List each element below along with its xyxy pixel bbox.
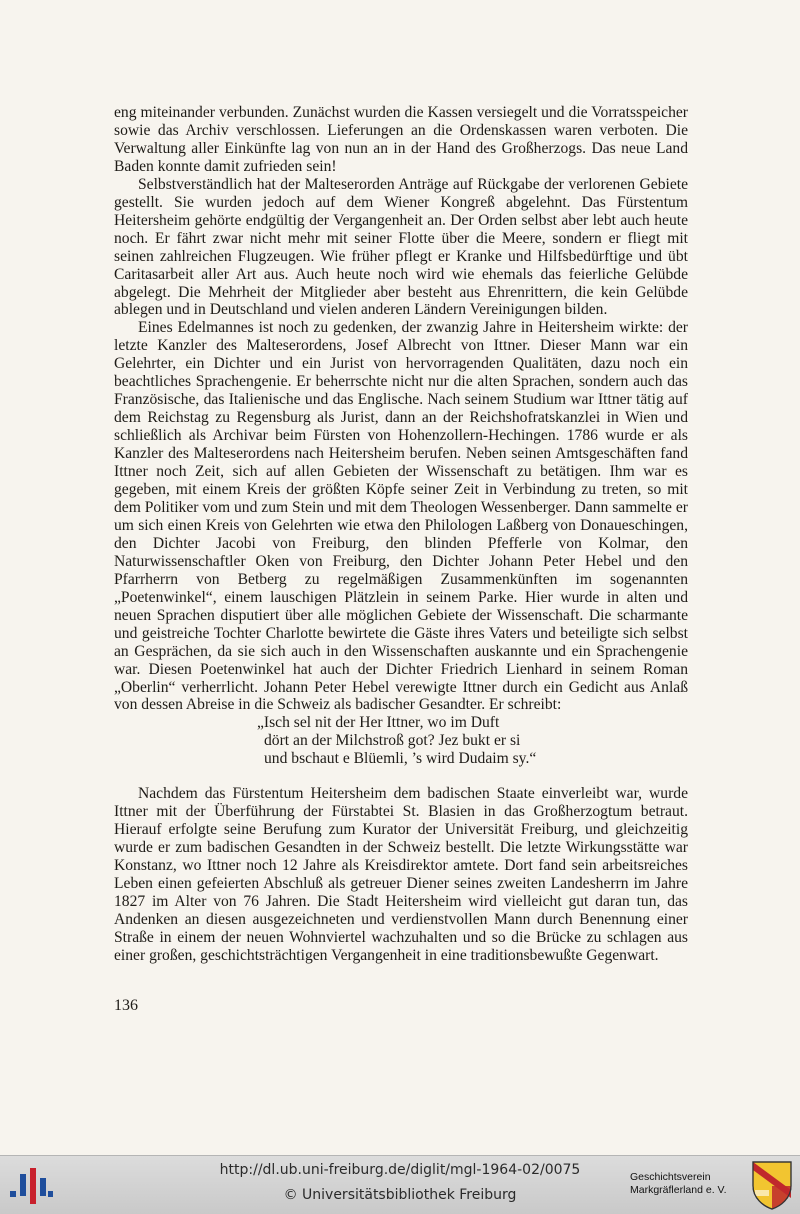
copyright-text: © Universitätsbibliothek Freiburg — [283, 1187, 517, 1203]
poem-line: dört an der Milchstroß got? Jez bukt er si — [264, 732, 521, 750]
coat-of-arms-icon[interactable] — [751, 1160, 793, 1210]
permalink-url[interactable]: http://dl.ub.uni-freiburg.de/diglit/mgl-1964-02/0075 — [219, 1162, 581, 1178]
society-line: Markgräflerland e. V. — [630, 1184, 727, 1196]
page-number: 136 — [114, 997, 138, 1014]
poem-line: und bschaut e Blüemli, ’s wird Dudaim sy.“ — [264, 750, 537, 768]
paragraph: eng miteinander verbunden. Zunächst wurden die Kassen versiegelt und die Vorratsspeicher sowie das Archiv verschlossen. Lieferungen an die Ordenskassen waren verboten. Die Verwaltung aller Einkünfte lag von nun an in der Hand des Großherzogs. Das neue Land Baden konnte damit zufrieden sein! — [114, 104, 688, 175]
society-line: Geschichtsverein — [630, 1171, 711, 1183]
poem-quote — [257, 714, 688, 768]
body-text — [114, 104, 688, 965]
society-name[interactable] — [630, 1171, 745, 1197]
poem-line: „Isch sel nit der Her Ittner, wo im Duft — [257, 714, 500, 732]
paragraph: Nachdem das Fürstentum Heitersheim dem badischen Staate einverleibt war, wurde Ittner mit der Überführung der Fürstabtei St. Blasien in das Großherzogtum betraut. Hierauf erfolgte seine Berufung zum Kurator der Universität Freiburg, und gleichzeitig wurde er zum badischen Gesandten in der Schweiz bestellt. Die letzte Wirkungsstätte war Konstanz, wo Ittner noch 12 Jahre als Kreisdirektor amtete. Dort fand sein arbeitsreiches Leben einen gefeierten Abschluß als getreuer Diener seines zweiten Landesherrn im Jahre 1827 im Alter von 76 Jahren. Die Stadt Heitersheim wird vielleicht gut daran tun, das Andenken an diesen ausgezeichneten und verdienstvollen Mann durch Benennung einer Straße in einem der neuen Wohnviertel wachzuhalten und so die Brücke zu schlagen aus einer großen, geschichtsträchtigen Vergangenheit in eine traditionsbewußte Gegenwart. — [114, 785, 688, 964]
viewer-footer — [0, 1155, 800, 1214]
paragraph: Eines Edelmannes ist noch zu gedenken, der zwanzig Jahre in Heitersheim wirkte: der letzte Kanzler des Malteserordens, Josef Albrecht von Ittner. Dieser Mann war ein Gelehrter, ein Dichter und ein Jurist von hervorragenden Qualitäten, dazu noch ein beachtliches Sprachengenie. Er beherrschte nicht nur die alten Sprachen, sondern auch das Französische, das Italienische und das Englische. Nach seinem Studium war Ittner tätig auf dem Reichstag zu Regensburg als Jurist, dann an der Reichshofratskanzlei in Wien und schließlich als Archivar beim Fürsten von Hohenzollern-Hechingen. 1786 wurde er als Kanzler des Malteserordens nach Heitersheim berufen. Neben seinen Amtsgeschäften fand Ittner noch Zeit, sich auf allen Gebieten der Wissenschaft zu betätigen. Ihm war es gegeben, mit einem Kreis der größten Köpfe seiner Zeit in Verbindung zu treten, so mit dem Politiker vom und zum Stein und mit dem Theologen Wessenberger. Dann sammelte er um sich einen Kreis von Gelehrten wie etwa den Philologen Laßberg von Donaueschingen, den Dichter Jacobi von Freiburg, den blinden Pfefferle von Kolmar, den Naturwissenschaftler Oken von Freiburg, den Dichter Johann Peter Hebel und den Pfarrherrn von Betberg zu regelmäßigen Zusammenkünften im sogenannten „Poetenwinkel“, einem lauschigen Plätzlein in seinem Parke. Hier wurde in alten und neuen Sprachen disputiert über alle möglichen Gebiete der Wissenschaft. Die scharmante und geistreiche Tochter Charlotte bewirtete die Gäste ihres Vaters und beteiligte sich selbst an Gesprächen, da sie sich auch in den Wissenschaften auskannte und ein Sprachengenie war. Diesen Poetenwinkel hat auch der Dichter Friedrich Lienhard in seinem Roman „Oberlin“ verherrlicht. Johann Peter Hebel verewigte Ittner durch ein Gedicht aus Anlaß von dessen Abreise in die Schweiz als badischer Gesandter. Er schreibt: — [114, 319, 688, 714]
paragraph: Selbstverständlich hat der Malteserorden Anträge auf Rückgabe der verlorenen Gebiete gestellt. Sie wurden jedoch auf dem Wiener Kongreß abgelehnt. Das Fürstentum Heitersheim gehörte endgültig der Vergangenheit an. Der Orden selbst aber lebt auch heute noch. Er fährt zwar nicht mehr mit seiner Flotte über die Meere, sondern er fliegt mit seinen zahlreichen Flugzeugen. Wie früher pflegt er Kranke und Hilfsbedürftige und übt Caritasarbeit aller Art aus. Auch heute noch wird wie ehemals das feierliche Gelübde abgelegt. Die Mehrheit der Mitglieder aber besteht aus Ehrenrittern, die kein Gelübde ablegen und in Deutschland und vielen anderen Ländern Vereinigungen bilden. — [114, 175, 688, 319]
